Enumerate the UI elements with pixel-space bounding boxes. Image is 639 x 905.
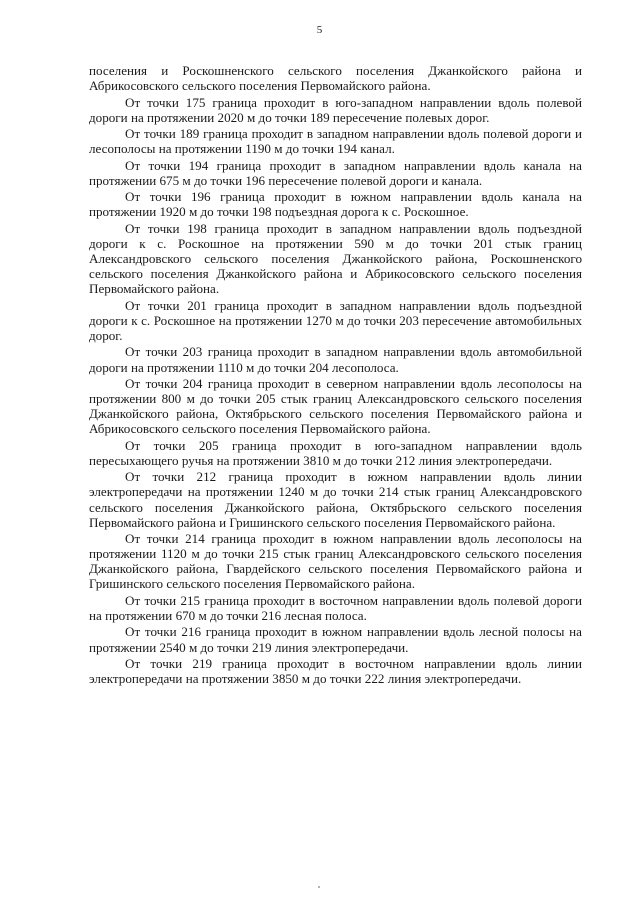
paragraph-point-215: От точки 215 граница проходит в восточном направлении вдоль полевой дороги на протяжении 670 м до точки 216 лесная полоса. — [89, 592, 582, 623]
paragraph-point-196: От точки 196 граница проходит в южном направлении вдоль канала на протяжении 1920 м до точки 198 подъездная дорога к с. Роскошное. — [89, 189, 582, 220]
paragraph-point-203: От точки 203 граница проходит в западном направлении вдоль автомобильной дороги на протяжении 1110 м до точки 204 лесополоса. — [89, 344, 582, 375]
paragraph-point-189: От точки 189 граница проходит в западном направлении вдоль полевой дороги и лесополосы на протяжении 1190 м до точки 194 канал. — [89, 126, 582, 157]
page-number: 5 — [316, 24, 323, 36]
paragraph-point-214: От точки 214 граница проходит в южном направлении вдоль лесополосы на протяжении 1120 м до точки 215 стык границ Александровского сельского поселения Джанкойского района, Гвардейского сельского поселения Первомайского района и Гришинского сельского поселения Первомайского района. — [89, 531, 582, 592]
document-body — [89, 63, 582, 688]
scan-speck — [318, 886, 320, 888]
paragraph-point-201: От точки 201 граница проходит в западном направлении вдоль подъездной дороги к с. Роскошное на протяжении 1270 м до точки 203 пересечение автомобильных дорог. — [89, 297, 582, 343]
paragraph-point-175: От точки 175 граница проходит в юго-западном направлении вдоль полевой дороги на протяжении 2020 м до точки 189 пересечение полевых дорог. — [89, 94, 582, 125]
paragraph-point-194: От точки 194 граница проходит в западном направлении вдоль канала на протяжении 675 м до точки 196 пересечение полевой дороги и канала. — [89, 157, 582, 188]
paragraph-point-205: От точки 205 граница проходит в юго-западном направлении вдоль пересыхающего ручья на протяжении 3810 м до точки 212 линия электропередачи. — [89, 437, 582, 468]
paragraph-point-198: От точки 198 граница проходит в западном направлении вдоль подъездной дороги к с. Роскошное на протяжении 590 м до точки 201 стык границ Александровского сельского поселения Джанкойского района, Роскошненского сельского поселения Джанкойского района и Абрикосовского сельского поселения Первомайского района. — [89, 220, 582, 297]
paragraph-point-216: От точки 216 граница проходит в южном направлении вдоль лесной полосы на протяжении 2540 м до точки 219 линия электропередачи. — [89, 624, 582, 655]
paragraph-point-212: От точки 212 граница проходит в южном направлении вдоль линии электропередачи на протяжении 1240 м до точки 214 стык границ Александровского сельского поселения Джанкойского района, Октябрьского сельского поселения Первомайского района и Гришинского сельского поселения Первомайского района. — [89, 469, 582, 530]
paragraph-point-219: От точки 219 граница проходит в восточном направлении вдоль линии электропередачи на протяжении 3850 м до точки 222 линия электропередачи. — [89, 656, 582, 687]
paragraph-continuation: поселения и Роскошненского сельского поселения Джанкойского района и Абрикосовского сельского поселения Первомайского района. — [89, 63, 582, 94]
paragraph-point-204: От точки 204 граница проходит в северном направлении вдоль лесополосы на протяжении 800 м до точки 205 стык границ Александровского сельского поселения Джанкойского района, Октябрьского сельского поселения Первомайского района и Абрикосовского сельского поселения Первомайского района. — [89, 376, 582, 437]
